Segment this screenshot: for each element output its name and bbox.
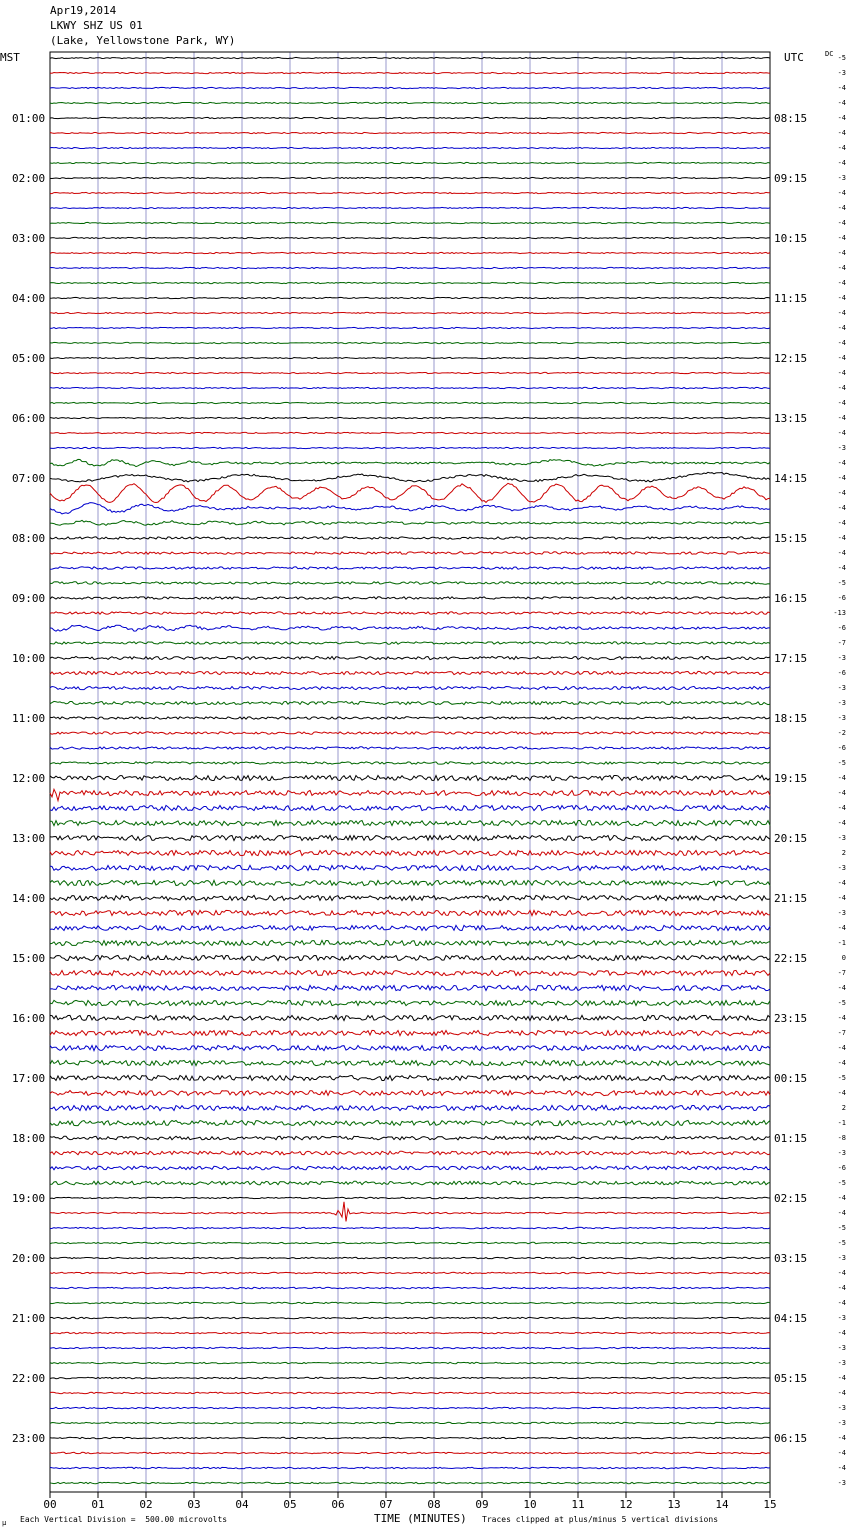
right-hour-label: 03:15	[774, 1252, 808, 1265]
trace-row	[50, 237, 770, 238]
dc-offset-label: -3	[837, 714, 846, 722]
x-tick-label: 06	[331, 1498, 345, 1511]
trace-row	[50, 657, 770, 660]
dc-offset-label: -4	[837, 459, 846, 467]
dc-offset-label: -4	[837, 369, 846, 377]
right-hour-label: 18:15	[774, 712, 808, 725]
trace-row	[50, 402, 770, 403]
dc-offset-label: -5	[837, 999, 846, 1007]
dc-offset-label: -4	[837, 294, 846, 302]
trace-row	[50, 72, 770, 73]
trace-row	[50, 1202, 770, 1222]
dc-offset-label: -4	[837, 879, 846, 887]
trace-row	[50, 1287, 770, 1288]
dc-offset-label: -6	[837, 669, 846, 677]
dc-offset-label: -4	[837, 234, 846, 242]
trace-row	[50, 1437, 770, 1438]
trace-row	[50, 357, 770, 358]
dc-offset-label: -4	[837, 1194, 846, 1202]
dc-offset-label: -7	[837, 1029, 846, 1037]
left-hour-label: 12:00	[12, 772, 46, 785]
x-tick-label: 05	[283, 1498, 297, 1511]
dc-offset-label: -13	[833, 609, 846, 617]
dc-offset-label: -5	[837, 1074, 846, 1082]
right-hour-label: 13:15	[774, 412, 808, 425]
dc-offset-label: -4	[837, 414, 846, 422]
trace-row	[50, 1332, 770, 1333]
trace-row	[50, 880, 770, 885]
dc-offset-label: -3	[837, 909, 846, 917]
dc-offset-label: -3	[837, 69, 846, 77]
trace-row	[50, 1120, 770, 1125]
trace-row	[50, 1181, 770, 1185]
left-hour-label: 05:00	[12, 352, 46, 365]
location-title: (Lake, Yellowstone Park, WY)	[50, 34, 236, 47]
dc-offset-label: -5	[837, 1239, 846, 1247]
dc-offset-label: -4	[837, 1299, 846, 1307]
right-hour-label: 09:15	[774, 172, 808, 185]
dc-offset-label: -4	[837, 84, 846, 92]
right-hour-label: 14:15	[774, 472, 808, 485]
left-hour-label: 02:00	[12, 172, 46, 185]
trace-row	[50, 117, 770, 118]
dc-offset-label: -3	[837, 1254, 846, 1262]
dc-offset-label: -4	[837, 219, 846, 227]
trace-row	[50, 1377, 770, 1378]
dc-offset-label: -4	[837, 249, 846, 257]
left-hour-label: 23:00	[12, 1432, 46, 1445]
right-hour-label: 23:15	[774, 1012, 808, 1025]
trace-row	[50, 1467, 770, 1468]
dc-offset-label: -8	[837, 1134, 846, 1142]
dc-offset-label: -4	[837, 264, 846, 272]
trace-row	[50, 895, 770, 900]
trace-row	[50, 925, 770, 930]
dc-offset-label: -4	[837, 1059, 846, 1067]
trace-row	[50, 1482, 770, 1483]
dc-offset-label: -6	[837, 594, 846, 602]
trace-row	[50, 252, 770, 253]
dc-offset-label: -7	[837, 639, 846, 647]
trace-row	[50, 671, 770, 674]
dc-offset-label: -4	[837, 339, 846, 347]
x-tick-label: 07	[379, 1498, 393, 1511]
trace-row	[50, 985, 770, 990]
trace-row	[50, 1452, 770, 1453]
dc-offset-label: -4	[837, 789, 846, 797]
dc-offset-label: -5	[837, 1179, 846, 1187]
trace-row	[50, 447, 770, 448]
dc-offset-label: -4	[837, 519, 846, 527]
left-hour-label: 11:00	[12, 712, 46, 725]
trace-row	[50, 503, 770, 514]
trace-row	[50, 432, 770, 433]
dc-offset-label: -3	[837, 1359, 846, 1367]
dc-offset-label: -4	[837, 1389, 846, 1397]
dc-offset-label: -4	[837, 99, 846, 107]
trace-row	[50, 582, 770, 584]
trace-row	[50, 1151, 770, 1155]
dc-offset-label: -3	[837, 1149, 846, 1157]
trace-row	[50, 1227, 770, 1228]
trace-row	[50, 222, 770, 223]
trace-row	[50, 567, 770, 569]
dc-offset-label: -3	[837, 699, 846, 707]
dc-offset-label: -5	[837, 54, 846, 62]
right-hour-label: 06:15	[774, 1432, 808, 1445]
right-hour-label: 11:15	[774, 292, 808, 305]
trace-row	[50, 1362, 770, 1363]
dc-offset-label: -4	[837, 324, 846, 332]
left-hour-label: 15:00	[12, 952, 46, 965]
scale-note: Each Vertical Division = 500.00 microvolts	[20, 1515, 228, 1524]
trace-row	[50, 372, 770, 373]
trace-row	[50, 102, 770, 103]
left-hour-label: 18:00	[12, 1132, 46, 1145]
left-hour-label: 20:00	[12, 1252, 46, 1265]
trace-row	[50, 1272, 770, 1273]
dc-offset-label: -7	[837, 969, 846, 977]
dc-offset-label: -3	[837, 834, 846, 842]
trace-row	[50, 1392, 770, 1393]
trace-row	[50, 1347, 770, 1348]
left-hour-label: 07:00	[12, 472, 46, 485]
station-title: LKWY SHZ US 01	[50, 19, 143, 32]
trace-row	[50, 940, 770, 945]
dc-offset-label: -2	[837, 729, 846, 737]
dc-offset-label: -4	[837, 1089, 846, 1097]
dc-offset-label: -4	[837, 279, 846, 287]
trace-row	[50, 1317, 770, 1318]
x-tick-label: 08	[427, 1498, 441, 1511]
left-hour-label: 10:00	[12, 652, 46, 665]
dc-label: DC	[825, 50, 834, 58]
right-hour-label: 20:15	[774, 832, 808, 845]
dc-offset-label: 0	[841, 954, 846, 962]
trace-row	[50, 1302, 770, 1303]
trace-row	[50, 1000, 770, 1005]
trace-row	[50, 850, 770, 855]
dc-offset-label: -3	[837, 1404, 846, 1412]
trace-row	[50, 970, 770, 975]
left-hour-label: 04:00	[12, 292, 46, 305]
trace-row	[50, 520, 770, 525]
dc-offset-label: -4	[837, 804, 846, 812]
dc-offset-label: -6	[837, 1164, 846, 1172]
dc-offset-label: -6	[837, 744, 846, 752]
trace-row	[50, 701, 770, 704]
left-hour-label: 01:00	[12, 112, 46, 125]
dc-offset-label: -4	[837, 1434, 846, 1442]
trace-row	[50, 162, 770, 163]
dc-offset-label: -3	[837, 864, 846, 872]
dc-offset-label: -4	[837, 924, 846, 932]
right-hour-label: 12:15	[774, 352, 808, 365]
dc-offset-label: -3	[837, 1314, 846, 1322]
trace-row	[50, 789, 770, 800]
dc-offset-label: -3	[837, 174, 846, 182]
right-timezone-label: UTC	[784, 51, 804, 64]
trace-row	[50, 1422, 770, 1423]
dc-offset-label: -4	[837, 474, 846, 482]
trace-row	[50, 865, 770, 870]
left-hour-label: 14:00	[12, 892, 46, 905]
x-tick-label: 14	[715, 1498, 729, 1511]
x-tick-label: 09	[475, 1498, 489, 1511]
trace-row	[50, 192, 770, 193]
trace-row	[50, 597, 770, 599]
trace-row	[50, 820, 770, 825]
trace-row	[50, 1257, 770, 1258]
trace-row	[50, 686, 770, 689]
dc-offset-label: -3	[837, 684, 846, 692]
trace-row	[50, 147, 770, 148]
dc-offset-label: -4	[837, 819, 846, 827]
dc-offset-label: -3	[837, 444, 846, 452]
right-hour-label: 21:15	[774, 892, 808, 905]
date-title: Apr19,2014	[50, 4, 117, 17]
trace-row	[50, 132, 770, 133]
dc-offset-label: -4	[837, 504, 846, 512]
trace-row	[50, 312, 770, 313]
trace-row	[50, 87, 770, 88]
dc-offset-label: -4	[837, 399, 846, 407]
trace-row	[50, 747, 770, 749]
x-tick-label: 00	[43, 1498, 57, 1511]
trace-row	[50, 177, 770, 178]
right-hour-label: 15:15	[774, 532, 808, 545]
right-hour-label: 04:15	[774, 1312, 808, 1325]
trace-row	[50, 472, 770, 482]
dc-offset-label: -4	[837, 144, 846, 152]
left-hour-label: 08:00	[12, 532, 46, 545]
trace-row	[50, 57, 770, 58]
right-hour-label: 16:15	[774, 592, 808, 605]
left-hour-label: 09:00	[12, 592, 46, 605]
trace-row	[50, 1242, 770, 1243]
dc-offset-label: -3	[837, 1344, 846, 1352]
x-tick-label: 13	[667, 1498, 681, 1511]
trace-row	[50, 267, 770, 268]
left-hour-label: 06:00	[12, 412, 46, 425]
dc-offset-label: -4	[837, 1044, 846, 1052]
trace-row	[50, 1015, 770, 1020]
left-hour-label: 03:00	[12, 232, 46, 245]
dc-offset-label: -4	[837, 489, 846, 497]
trace-row	[50, 1166, 770, 1170]
right-hour-label: 19:15	[774, 772, 808, 785]
left-hour-label: 17:00	[12, 1072, 46, 1085]
trace-row	[50, 835, 770, 840]
dc-offset-label: 2	[841, 849, 846, 857]
dc-offset-label: -4	[837, 1014, 846, 1022]
trace-row	[50, 805, 770, 810]
dc-offset-label: -4	[837, 189, 846, 197]
left-hour-label: 13:00	[12, 832, 46, 845]
dc-offset-label: -4	[837, 774, 846, 782]
dc-offset-label: -4	[837, 429, 846, 437]
right-hour-label: 22:15	[774, 952, 808, 965]
dc-offset-label: -4	[837, 984, 846, 992]
right-hour-label: 08:15	[774, 112, 808, 125]
trace-row	[50, 459, 770, 466]
x-tick-label: 12	[619, 1498, 633, 1511]
trace-row	[50, 732, 770, 734]
right-hour-label: 00:15	[774, 1072, 808, 1085]
trace-row	[50, 1091, 770, 1096]
dc-offset-label: -4	[837, 534, 846, 542]
trace-row	[50, 762, 770, 764]
dc-offset-label: -4	[837, 1269, 846, 1277]
x-axis-title: TIME (MINUTES)	[374, 1512, 467, 1525]
dc-offset-label: -3	[837, 1479, 846, 1487]
left-hour-label: 22:00	[12, 1372, 46, 1385]
dc-offset-label: -4	[837, 1449, 846, 1457]
trace-row	[50, 642, 770, 644]
dc-offset-label: -4	[837, 1209, 846, 1217]
trace-row	[50, 717, 770, 719]
dc-offset-label: -4	[837, 1464, 846, 1472]
dc-offset-label: -4	[837, 129, 846, 137]
x-tick-label: 11	[571, 1498, 585, 1511]
dc-offset-label: -4	[837, 114, 846, 122]
right-hour-label: 02:15	[774, 1192, 808, 1205]
clip-note: Traces clipped at plus/minus 5 vertical divisions	[482, 1515, 719, 1524]
x-tick-label: 03	[187, 1498, 201, 1511]
dc-offset-label: -4	[837, 549, 846, 557]
right-hour-label: 10:15	[774, 232, 808, 245]
x-tick-label: 04	[235, 1498, 249, 1511]
trace-row	[50, 387, 770, 388]
trace-row	[50, 417, 770, 418]
trace-row	[50, 625, 770, 631]
dc-offset-label: -5	[837, 759, 846, 767]
left-hour-label: 19:00	[12, 1192, 46, 1205]
dc-offset-label: -5	[837, 1224, 846, 1232]
dc-offset-label: 2	[841, 1104, 846, 1112]
dc-offset-label: -4	[837, 354, 846, 362]
dc-offset-label: -4	[837, 1374, 846, 1382]
trace-row	[50, 1060, 770, 1065]
x-tick-label: 10	[523, 1498, 537, 1511]
dc-offset-label: -4	[837, 309, 846, 317]
trace-row	[50, 1105, 770, 1110]
x-tick-label: 01	[91, 1498, 105, 1511]
right-hour-label: 05:15	[774, 1372, 808, 1385]
left-hour-label: 16:00	[12, 1012, 46, 1025]
trace-row	[50, 955, 770, 960]
trace-row	[50, 1045, 770, 1050]
dc-offset-label: -4	[837, 159, 846, 167]
dc-offset-label: -1	[837, 939, 846, 947]
trace-row	[50, 297, 770, 298]
trace-row	[50, 1407, 770, 1408]
corner-mark: μ	[2, 1519, 7, 1527]
dc-offset-label: -4	[837, 564, 846, 572]
left-hour-label: 21:00	[12, 1312, 46, 1325]
trace-row	[50, 327, 770, 328]
left-timezone-label: MST	[0, 51, 20, 64]
dc-offset-label: -1	[837, 1119, 846, 1127]
trace-row	[50, 910, 770, 915]
trace-row	[50, 537, 770, 539]
dc-offset-label: -4	[837, 1284, 846, 1292]
trace-row	[50, 1030, 770, 1035]
trace-row	[50, 1136, 770, 1140]
dc-offset-label: -4	[837, 894, 846, 902]
x-tick-label: 15	[763, 1498, 777, 1511]
dc-offset-label: -6	[837, 624, 846, 632]
trace-row	[50, 282, 770, 283]
trace-row	[50, 612, 770, 614]
dc-offset-label: -4	[837, 204, 846, 212]
dc-offset-label: -4	[837, 384, 846, 392]
dc-offset-label: -5	[837, 579, 846, 587]
trace-row	[50, 342, 770, 343]
dc-offset-label: -3	[837, 1419, 846, 1427]
right-hour-label: 17:15	[774, 652, 808, 665]
right-hour-label: 01:15	[774, 1132, 808, 1145]
trace-row	[50, 1075, 770, 1080]
trace-row	[50, 552, 770, 554]
dc-offset-label: -3	[837, 654, 846, 662]
trace-row	[50, 1197, 770, 1198]
trace-row	[50, 775, 770, 780]
trace-row	[50, 483, 770, 502]
dc-offset-label: -4	[837, 1329, 846, 1337]
trace-row	[50, 207, 770, 208]
x-tick-label: 02	[139, 1498, 153, 1511]
